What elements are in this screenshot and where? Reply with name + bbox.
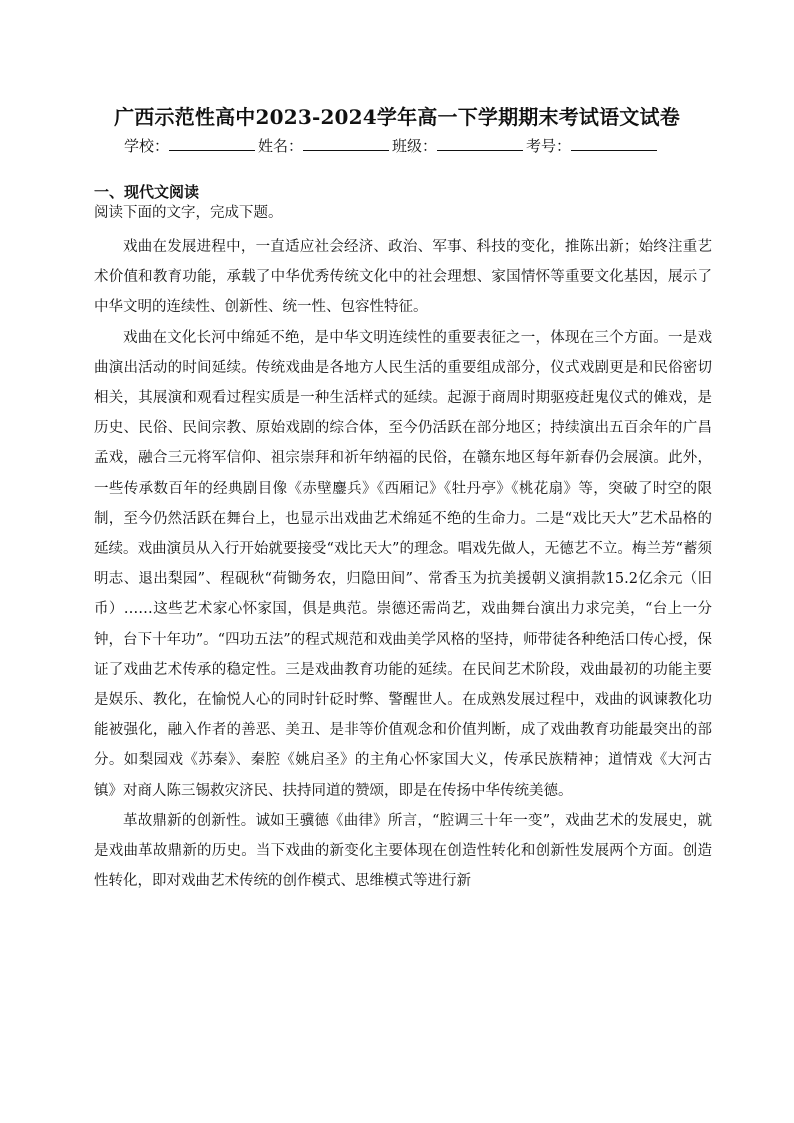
section-heading: 一、现代文阅读: [94, 183, 200, 201]
exam-number-blank[interactable]: [571, 136, 657, 151]
passage-paragraph-1: 戏曲在发展进程中，一直适应社会经济、政治、军事、科技的变化，推陈出新；始终注重艺术价值和教育功能，承载了中华优秀传统文化中的社会理想、家国情怀等重要文化基因，展示了中华文明的连续性、创新性、统一性、包容性特征。: [94, 239, 712, 316]
passage-paragraph-2: 戏曲在文化长河中绵延不绝，是中华文明连续性的重要表征之一，体现在三个方面。一是戏曲演出活动的时间延续。传统戏曲是各地方人民生活的重要组成部分，仪式戏剧更是和民俗密切相关，其展演和观看过程实质是一种生活样式的延续。起源于商周时期驱疫赶鬼仪式的傩戏，是历史、民俗、民间宗教、原始戏剧的综合体，至今仍活跃在部分地区；持续演出五百余年的广昌孟戏，融合三元将军信仰、祖宗崇拜和祈年纳福的民俗，在赣东地区每年新春仍会展演。此外，一些传承数百年的经典剧目像《赤壁鏖兵》《西厢记》《牡丹亭》《桃花扇》等，突破了时空的限制，至今仍然活跃在舞台上，也显示出戏曲艺术绵延不绝的生命力。二是“戏比天大”艺术品格的延续。戏曲演员从入行开始就要接受“戏比天大”的理念。唱戏先做人，无德艺不立。梅兰芳“蓄须明志、退出梨园”、程砚秋“荷锄务农，归隐田间”、常香玉为抗美援朝义演捐款15.2亿余元（旧币）……这些艺术家心怀家国，俱是典范。崇德还需尚艺，戏曲舞台演出力求完美，“台上一分钟，台下十年功”。“四功五法”的程式规范和戏曲美学风格的坚持，师带徒各种绝活口传心授，保证了戏曲艺术传承的稳定性。三是戏曲教育功能的延续。在民间艺术阶段，戏曲最初的功能主要是娱乐、教化，在愉悦人心的同时针砭时弊、警醒世人。在成熟发展过程中，戏曲的讽谏教化功能被强化，融入作者的善恶、美丑、是非等价值观念和价值判断，成了戏曲教育功能最突出的部分。如梨园戏《苏秦》、秦腔《姚启圣》的主角心怀家国大义，传承民族精神；道情戏《大河古镇》对商人陈三锡救灾济民、扶持同道的赞颂，即是在传扬中华传统美德。: [94, 329, 712, 799]
name-label: 姓名：: [258, 137, 304, 155]
class-label: 班级：: [392, 137, 438, 155]
name-blank[interactable]: [303, 136, 389, 151]
passage-paragraph-3: 革故鼎新的创新性。诚如王骥德《曲律》所言，“腔调三十年一变”，戏曲艺术的发展史，就是戏曲革故鼎新的历史。当下戏曲的新变化主要体现在创造性转化和创新性发展两个方面。创造性转化，即对戏曲艺术传统的创作模式、思维模式等进行新: [94, 812, 712, 890]
reading-passage: [94, 232, 712, 896]
class-blank[interactable]: [437, 136, 523, 151]
student-info-line: [124, 136, 684, 156]
reading-instruction: 阅读下面的文字，完成下题。: [94, 205, 283, 221]
school-label: 学校：: [124, 137, 170, 155]
school-blank[interactable]: [169, 136, 255, 151]
exam-title: 广西示范性高中2023-2024学年高一下学期期末考试语文试卷: [114, 105, 680, 129]
exam-number-label: 考号：: [526, 137, 572, 155]
